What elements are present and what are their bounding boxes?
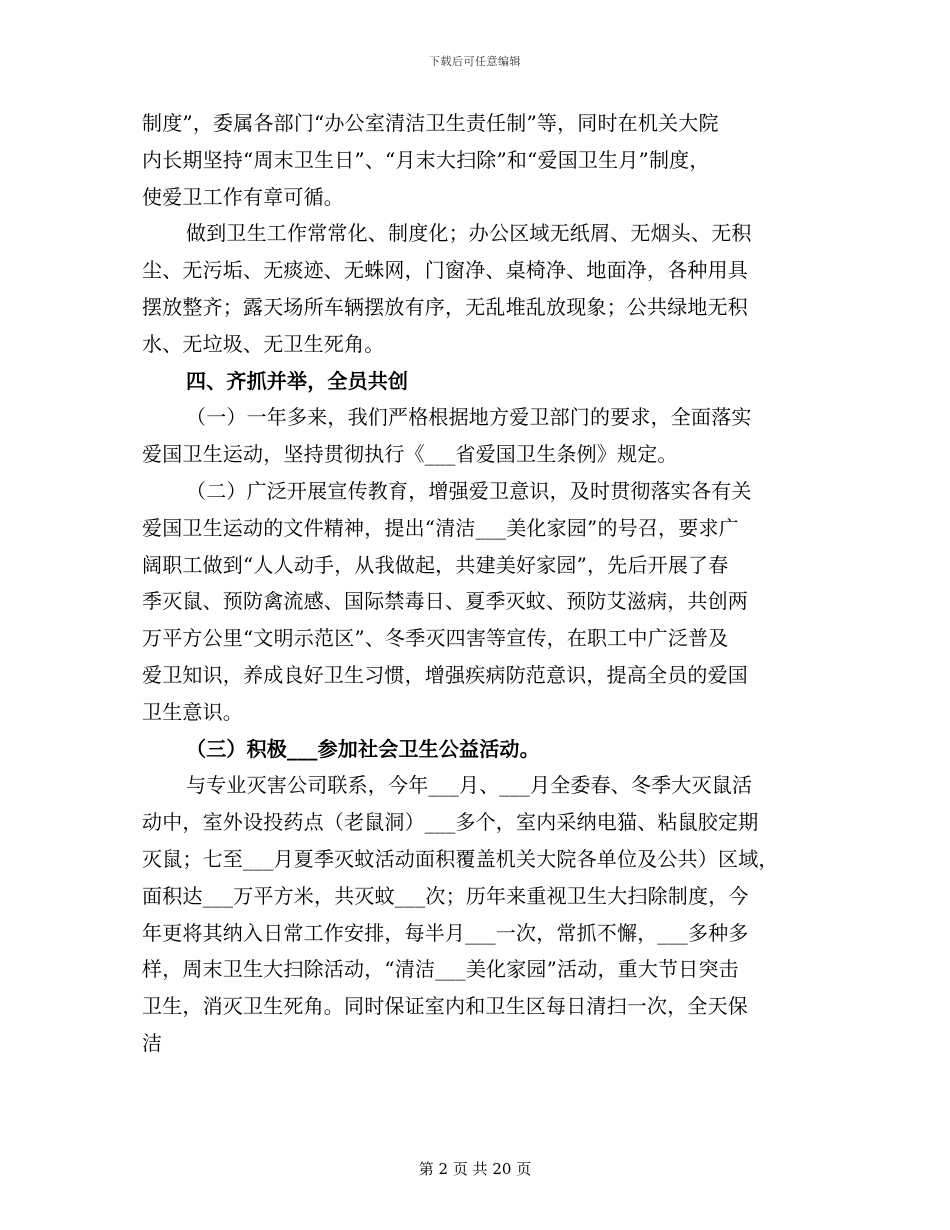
body-line-11: （二）广泛开展宣传教育，增强爱卫意识，及时贯彻落实各有关 (186, 478, 752, 503)
body-line-13: 阔职工做到“人人动手，从我做起，共建美好家园”，先后开展了春 (142, 552, 729, 577)
body-line-20: 动中，室外设投药点（老鼠洞）___多个，室内采纳电猫、粘鼠胶定期 (142, 810, 759, 835)
body-line-19: 与专业灭害公司联系，今年___月、___月全委春、冬季大灭鼠活 (186, 773, 753, 798)
body-line-14: 季灭鼠、预防禽流感、国际禁毒日、夏季灭蚊、预防艾滋病，共创两 (142, 589, 748, 614)
body-line-17: 卫生意识。 (142, 699, 243, 724)
body-line-22: 面积达___万平方米，共灭蚊___次；历年来重视卫生大扫除制度，今 (142, 883, 749, 908)
document-body (142, 105, 818, 1062)
body-line-9: （一）一年多来，我们严格根据地方爱卫部门的要求，全面落实 (186, 405, 752, 430)
body-line-3: 使爱卫工作有章可循。 (142, 184, 344, 209)
page-number-footer: 第 2 页 共 20 页 (418, 1160, 532, 1178)
body-line-16: 爱卫知识，养成良好卫生习惯，增强疾病防范意识，提高全员的爱国 (142, 662, 748, 687)
body-line-10: 爱国卫生运动，坚持贯彻执行《___省爱国卫生条例》规定。 (142, 442, 678, 467)
body-line-5: 尘、无污垢、无痰迹、无蛛网，门窗净、桌椅净、地面净，各种用具 (142, 258, 748, 283)
body-line-12: 爱国卫生运动的文件精神，提出“清洁___美化家园”的号召，要求广 (142, 515, 739, 540)
body-line-24: 样，周末卫生大扫除活动，“清洁___美化家园”活动，重大节日突击 (142, 957, 739, 982)
body-line-2: 内长期坚持“周末卫生日”、“月末大扫除”和“爱国卫生月”制度， (142, 147, 710, 172)
body-line-21: 灭鼠；七至___月夏季灭蚊活动面积覆盖机关大院各单位及公共）区域， (142, 846, 779, 871)
body-line-4: 做到卫生工作常常化、制度化；办公区域无纸屑、无烟头、无积 (186, 221, 752, 246)
section-heading-4: 四、齐抓并举，全员共创 (186, 368, 409, 393)
body-line-15: 万平方公里“文明示范区”、冬季灭四害等宣传，在职工中广泛普及 (142, 626, 729, 651)
body-line-25: 卫生，消灭卫生死角。同时保证室内和卫生区每日清扫一次，全天保 (142, 994, 748, 1019)
body-line-6: 摆放整齐；露天场所车辆摆放有序，无乱堆乱放现象；公共绿地无积 (142, 294, 748, 319)
body-line-1: 制度”，委属各部门“办公室清洁卫生责任制”等，同时在机关大院 (142, 111, 719, 135)
page-header: 下载后可任意编辑 (429, 55, 521, 68)
body-line-23: 年更将其纳入日常工作安排，每半月___一次，常抓不懈，___多种多 (142, 920, 749, 945)
subsection-heading-3: （三）积极___参加社会卫生公益活动。 (186, 736, 540, 761)
body-line-26: 洁 (142, 1030, 163, 1055)
body-line-7: 水、无垃圾、无卫生死角。 (142, 331, 385, 356)
